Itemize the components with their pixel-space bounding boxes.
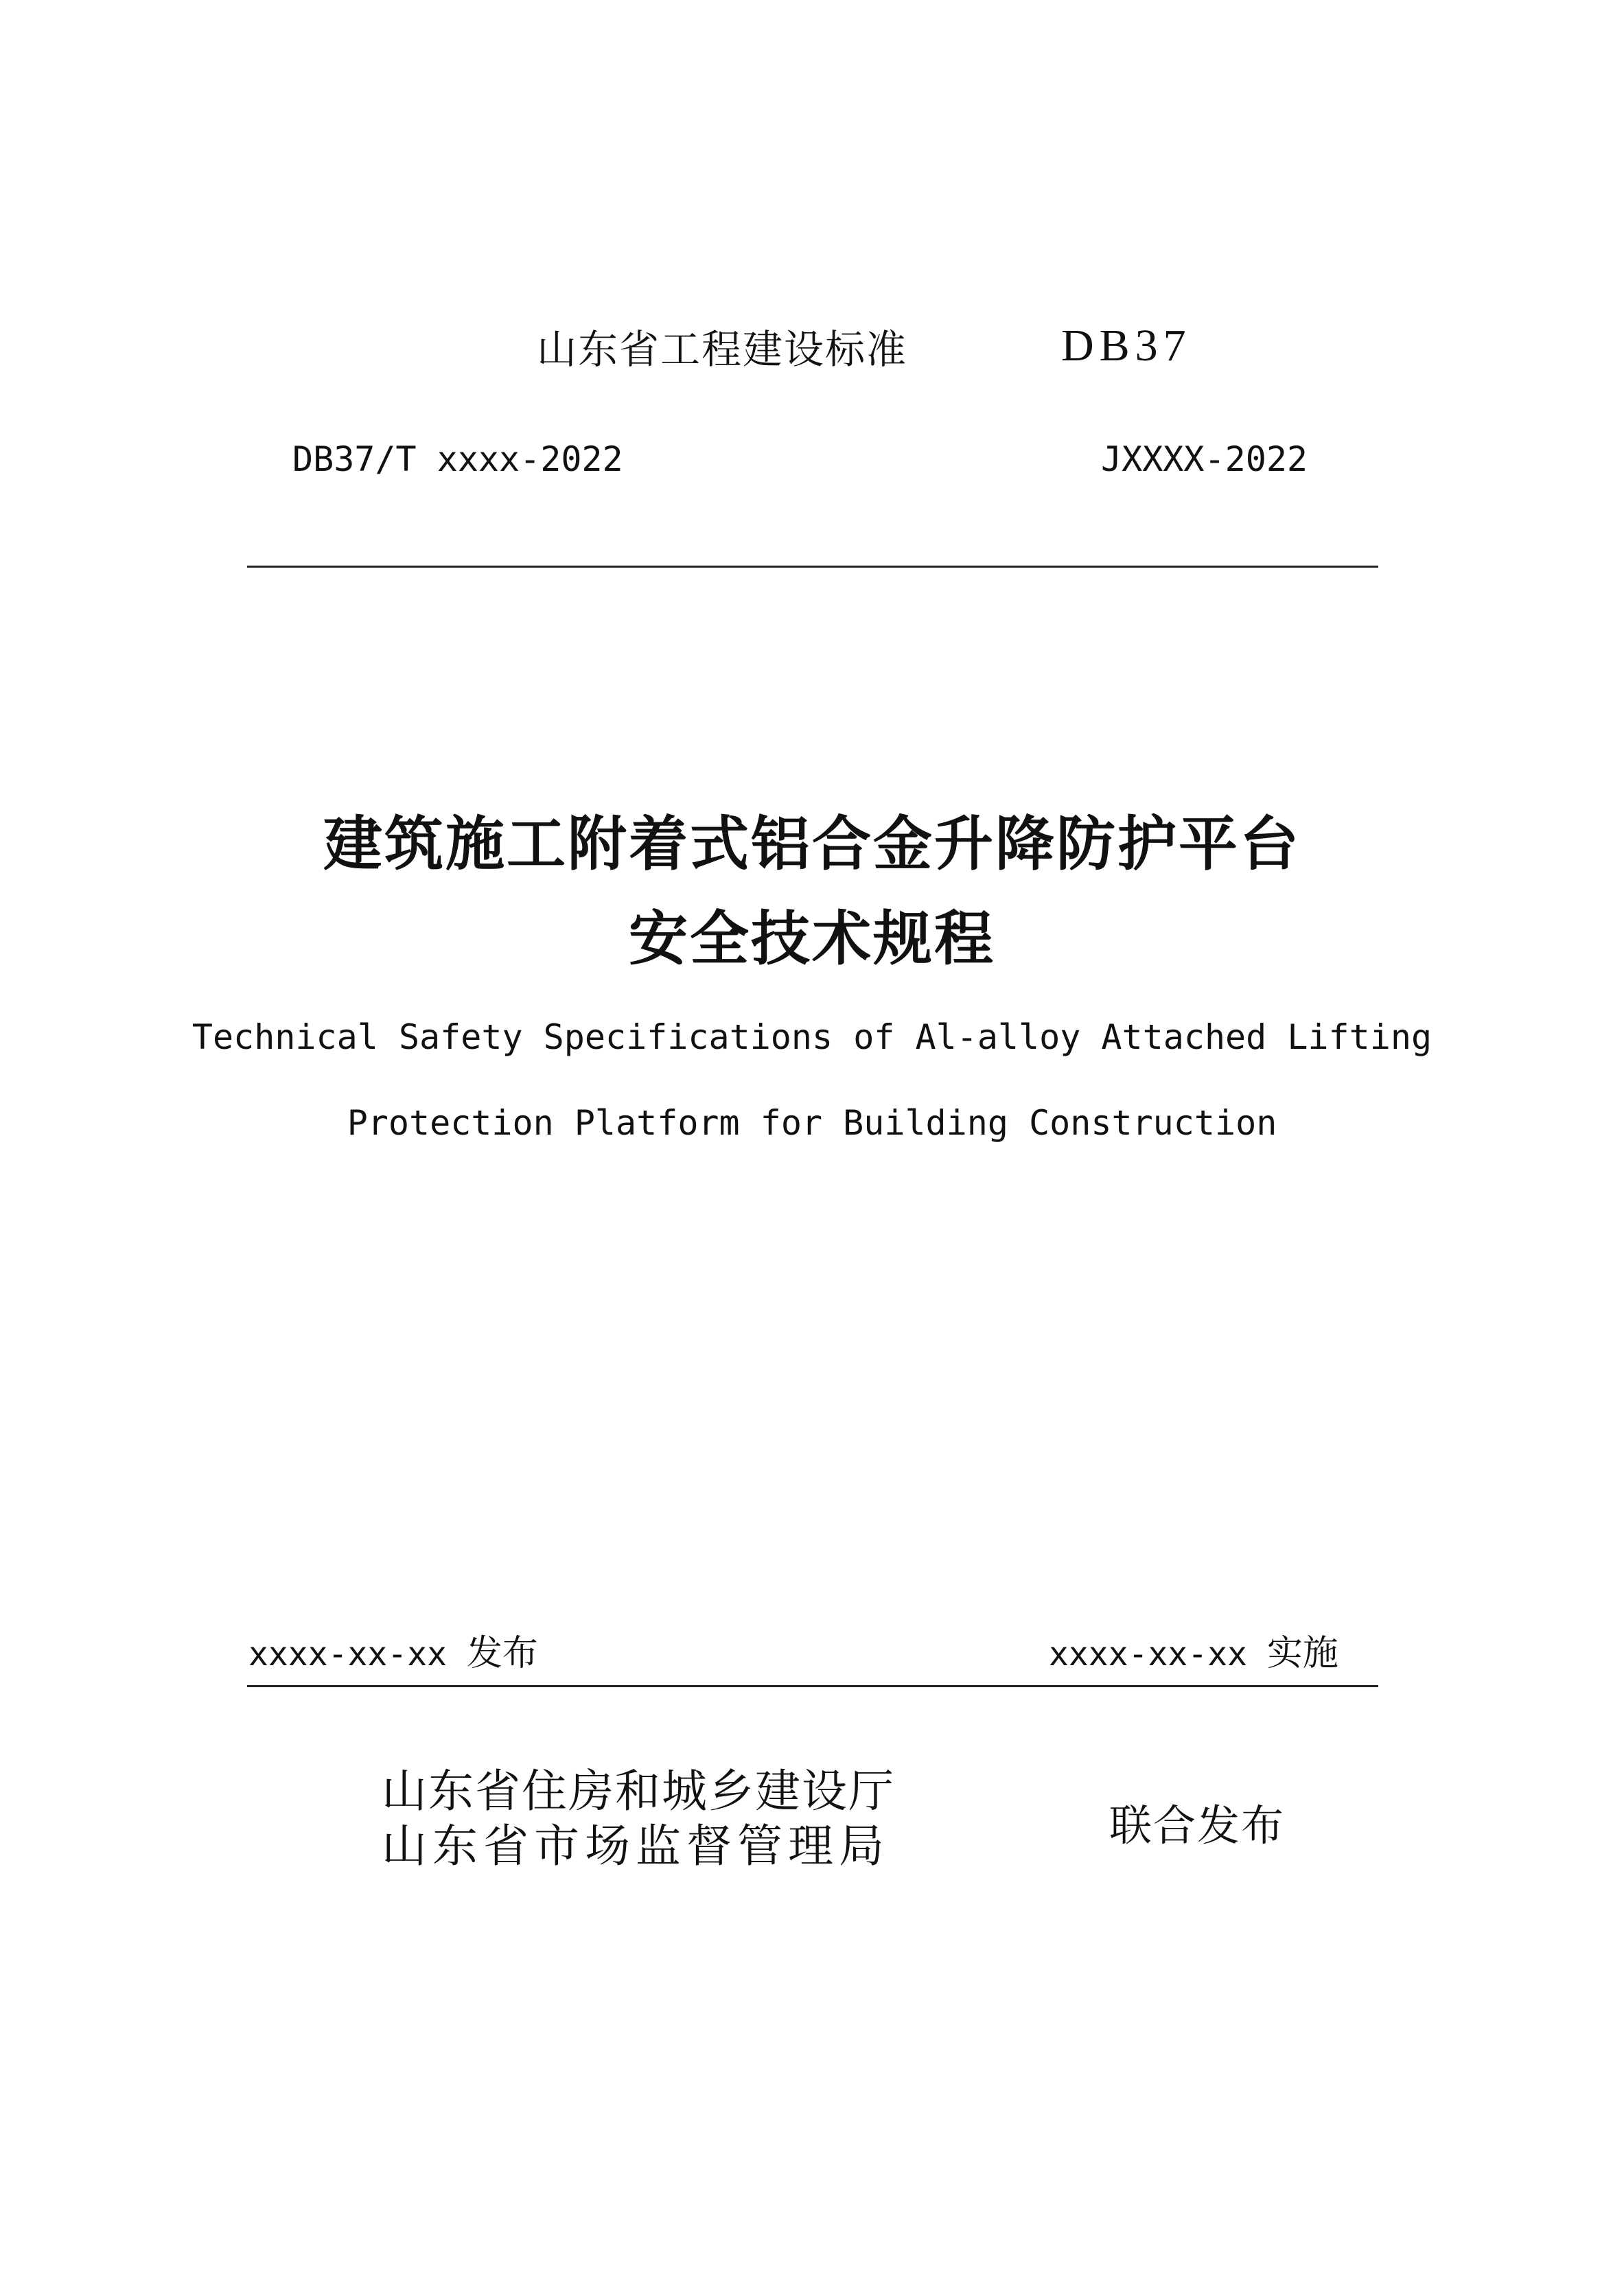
- issuer-housing-department: 山东省住房和城乡建设厅: [382, 1765, 895, 1818]
- issue-date: [248, 1624, 538, 1675]
- top-divider: [247, 566, 1378, 568]
- bottom-divider: [247, 1685, 1378, 1687]
- implement-date: [1049, 1624, 1338, 1675]
- joint-issue-label: 联合发布: [1109, 1800, 1286, 1851]
- standard-number: DB37/T xxxx-2022: [292, 439, 623, 479]
- standard-code: DB37: [1061, 321, 1192, 371]
- title-english-line1: Technical Safety Specifications of Al-alloy Attached Lifting: [192, 1017, 1432, 1057]
- record-number: JXXXX-2022: [1101, 439, 1308, 479]
- implement-label: 实施: [1266, 1633, 1338, 1674]
- title-english-line2: Protection Platform for Building Construction: [347, 1103, 1277, 1143]
- title-chinese-line2: 安全技术规程: [629, 905, 995, 973]
- issue-label: 发布: [466, 1633, 538, 1674]
- issuer-market-regulation: 山东省市场监督管理局: [382, 1820, 890, 1872]
- title-chinese-line1: 建筑施工附着式铝合金升降防护平台: [323, 810, 1301, 879]
- implement-date-value: xxxx-xx-xx: [1049, 1635, 1247, 1673]
- standard-category: 山东省工程建设标准: [537, 326, 908, 373]
- issue-date-value: xxxx-xx-xx: [248, 1635, 447, 1673]
